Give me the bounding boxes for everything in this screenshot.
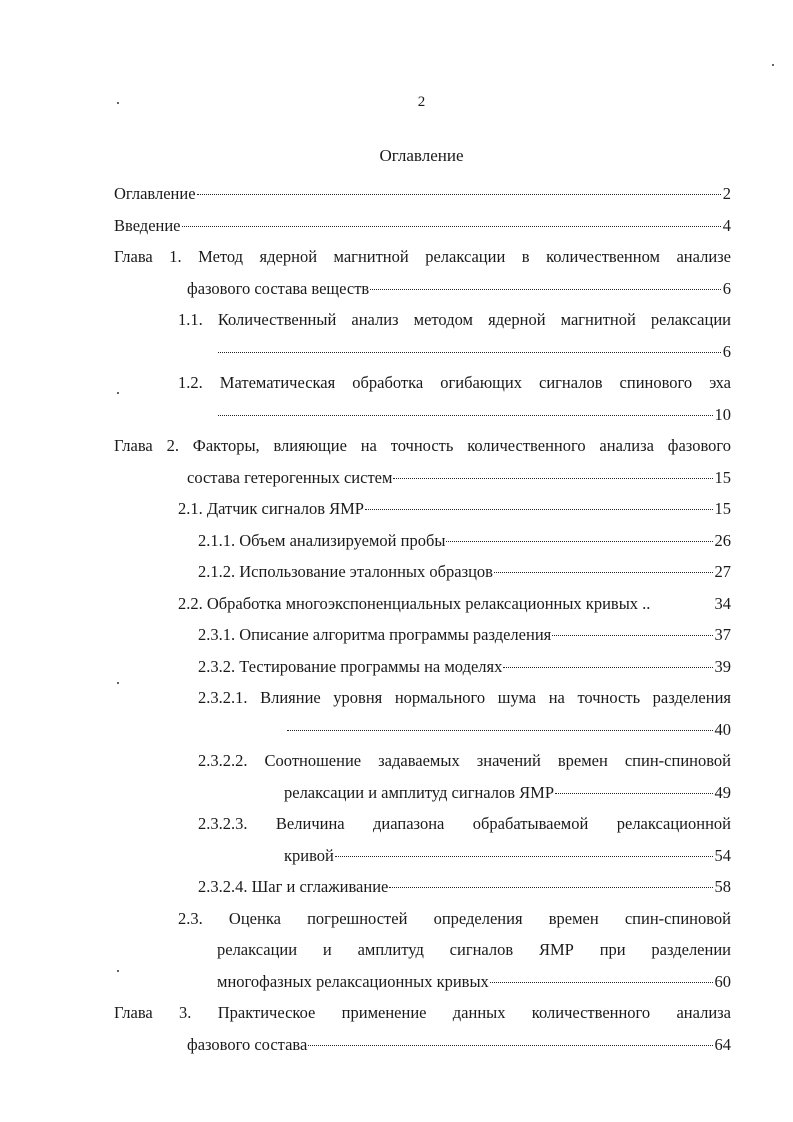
dot-leader: [393, 478, 712, 479]
scan-speck: [117, 102, 119, 104]
toc-entry-title: Глава 2. Факторы, влияющие на точность количественного анализа фазового: [114, 436, 731, 455]
dot-leader: [494, 572, 713, 573]
toc-entry-contents[interactable]: [114, 178, 731, 210]
dot-leader: [308, 1045, 712, 1046]
toc-entry-page: 6: [722, 278, 731, 298]
toc-entry-title: 2.3.2.4. Шаг и сглаживание: [198, 877, 389, 896]
scan-speck: [117, 392, 119, 394]
scan-speck: [117, 970, 119, 972]
dot-leader: [552, 635, 712, 636]
toc-entry-title: 2.3.2. Тестирование программы на моделях: [198, 656, 503, 676]
toc-entry-section-2-3-2-2[interactable]: [114, 745, 731, 808]
toc-entry-section-2-3-2[interactable]: [114, 651, 731, 683]
dot-leader: [218, 352, 721, 353]
toc-entry-page: 26: [714, 530, 731, 550]
toc-entry-section-2-1-1[interactable]: [114, 525, 731, 557]
toc-entry-section-2-3-2-4[interactable]: [114, 871, 731, 903]
toc-entry-page: 49: [714, 782, 731, 802]
dot-leader: [490, 982, 713, 983]
page-number: 2: [417, 94, 426, 110]
toc-entry-title: 1.2. Математическая обработка огибающих сигналов спинового эха: [178, 373, 731, 392]
toc-entry-title: 1.1. Количественный анализ методом ядерной магнитной релаксации: [178, 310, 731, 329]
toc-entry-title: 2.3.2.2. Соотношение задаваемых значений времен спин-спиновой: [198, 751, 731, 770]
toc-entry-title-continued: состава гетерогенных систем: [187, 467, 393, 487]
toc-entry-page: 6: [722, 341, 731, 361]
toc-entry-title: 2.2. Обработка многоэкспоненциальных релаксационных кривых ..: [178, 593, 651, 613]
toc-entry-page: 54: [714, 845, 731, 865]
toc-entry-title: Глава 3. Практическое применение данных количественного анализа: [114, 1003, 731, 1022]
toc-entry-page: 39: [714, 656, 731, 676]
toc-entry-title: 2.1.1. Объем анализируемой пробы: [198, 530, 446, 550]
toc-entry-title: 2.1. Датчик сигналов ЯМР: [178, 499, 364, 518]
toc-entry-page: 40: [714, 719, 731, 739]
toc-entry-section-1-2[interactable]: [114, 367, 731, 430]
page-title: Оглавление: [379, 146, 464, 165]
toc-entry-page: 34: [714, 593, 731, 613]
toc-entry-title-continued: фазового состава веществ: [187, 278, 370, 298]
toc-entry-title-continued: фазового состава: [187, 1034, 308, 1054]
scan-speck: [772, 64, 774, 66]
dot-leader: [365, 509, 713, 510]
scan-speck: [117, 682, 119, 684]
toc-entry-page: 15: [714, 467, 731, 487]
dot-leader: [370, 289, 721, 290]
toc-entry-chapter-2[interactable]: [114, 430, 731, 493]
toc-entry-title: 2.3.2.1. Влияние уровня нормального шума на точность разделения: [198, 688, 731, 707]
toc-entry-page: 37: [714, 625, 731, 644]
table-of-contents: [114, 178, 731, 1060]
toc-entry-section-2-2[interactable]: [114, 588, 731, 620]
toc-entry-chapter-3[interactable]: [114, 997, 731, 1060]
toc-entry-title-continued: кривой: [284, 845, 334, 865]
toc-entry-page: 58: [714, 877, 731, 896]
toc-entry-section-2-3[interactable]: [114, 903, 731, 998]
dot-leader: [446, 541, 712, 542]
toc-entry-title: 2.3.2.3. Величина диапазона обрабатываемой релаксационной: [198, 814, 731, 833]
toc-entry-page: 60: [714, 971, 731, 991]
toc-entry-page: 2: [722, 184, 731, 203]
toc-entry-page: 4: [722, 215, 731, 235]
toc-entry-title: Глава 1. Метод ядерной магнитной релаксации в количественном анализе: [114, 247, 731, 266]
toc-entry-title: Введение: [114, 215, 181, 235]
toc-entry-page: 64: [714, 1034, 731, 1054]
dot-leader: [503, 667, 712, 668]
toc-entry-page: 10: [714, 404, 731, 424]
toc-entry-title: 2.3. Оценка погрешностей определения времен спин-спиновой: [178, 908, 731, 928]
toc-entry-section-1-1[interactable]: [114, 304, 731, 367]
toc-entry-chapter-1[interactable]: [114, 241, 731, 304]
toc-entry-page: 27: [714, 562, 731, 581]
toc-entry-introduction[interactable]: [114, 210, 731, 242]
toc-entry-section-2-1-2[interactable]: [114, 556, 731, 588]
toc-entry-page: 15: [714, 499, 731, 518]
toc-entry-section-2-1[interactable]: [114, 493, 731, 525]
toc-entry-section-2-3-2-1[interactable]: [114, 682, 731, 745]
toc-entry-section-2-3-2-3[interactable]: [114, 808, 731, 871]
toc-entry-title: 2.1.2. Использование эталонных образцов: [198, 562, 493, 581]
toc-entry-section-2-3-1[interactable]: [114, 619, 731, 651]
dot-leader: [555, 793, 712, 794]
toc-entry-title: 2.3.1. Описание алгоритма программы разделения: [198, 625, 552, 644]
dot-leader: [287, 730, 713, 731]
dot-leader: [197, 194, 721, 195]
toc-entry-title: Оглавление: [114, 184, 196, 203]
dot-leader: [182, 226, 721, 227]
dot-leader: [218, 415, 713, 416]
toc-entry-title-continued: релаксации и амплитуд сигналов ЯМР при разделении: [217, 940, 731, 959]
dot-leader: [335, 856, 713, 857]
dot-leader: [389, 887, 712, 888]
toc-entry-title-continued: релаксации и амплитуд сигналов ЯМР: [284, 782, 555, 802]
toc-entry-title-continued: многофазных релаксационных кривых: [217, 971, 489, 991]
